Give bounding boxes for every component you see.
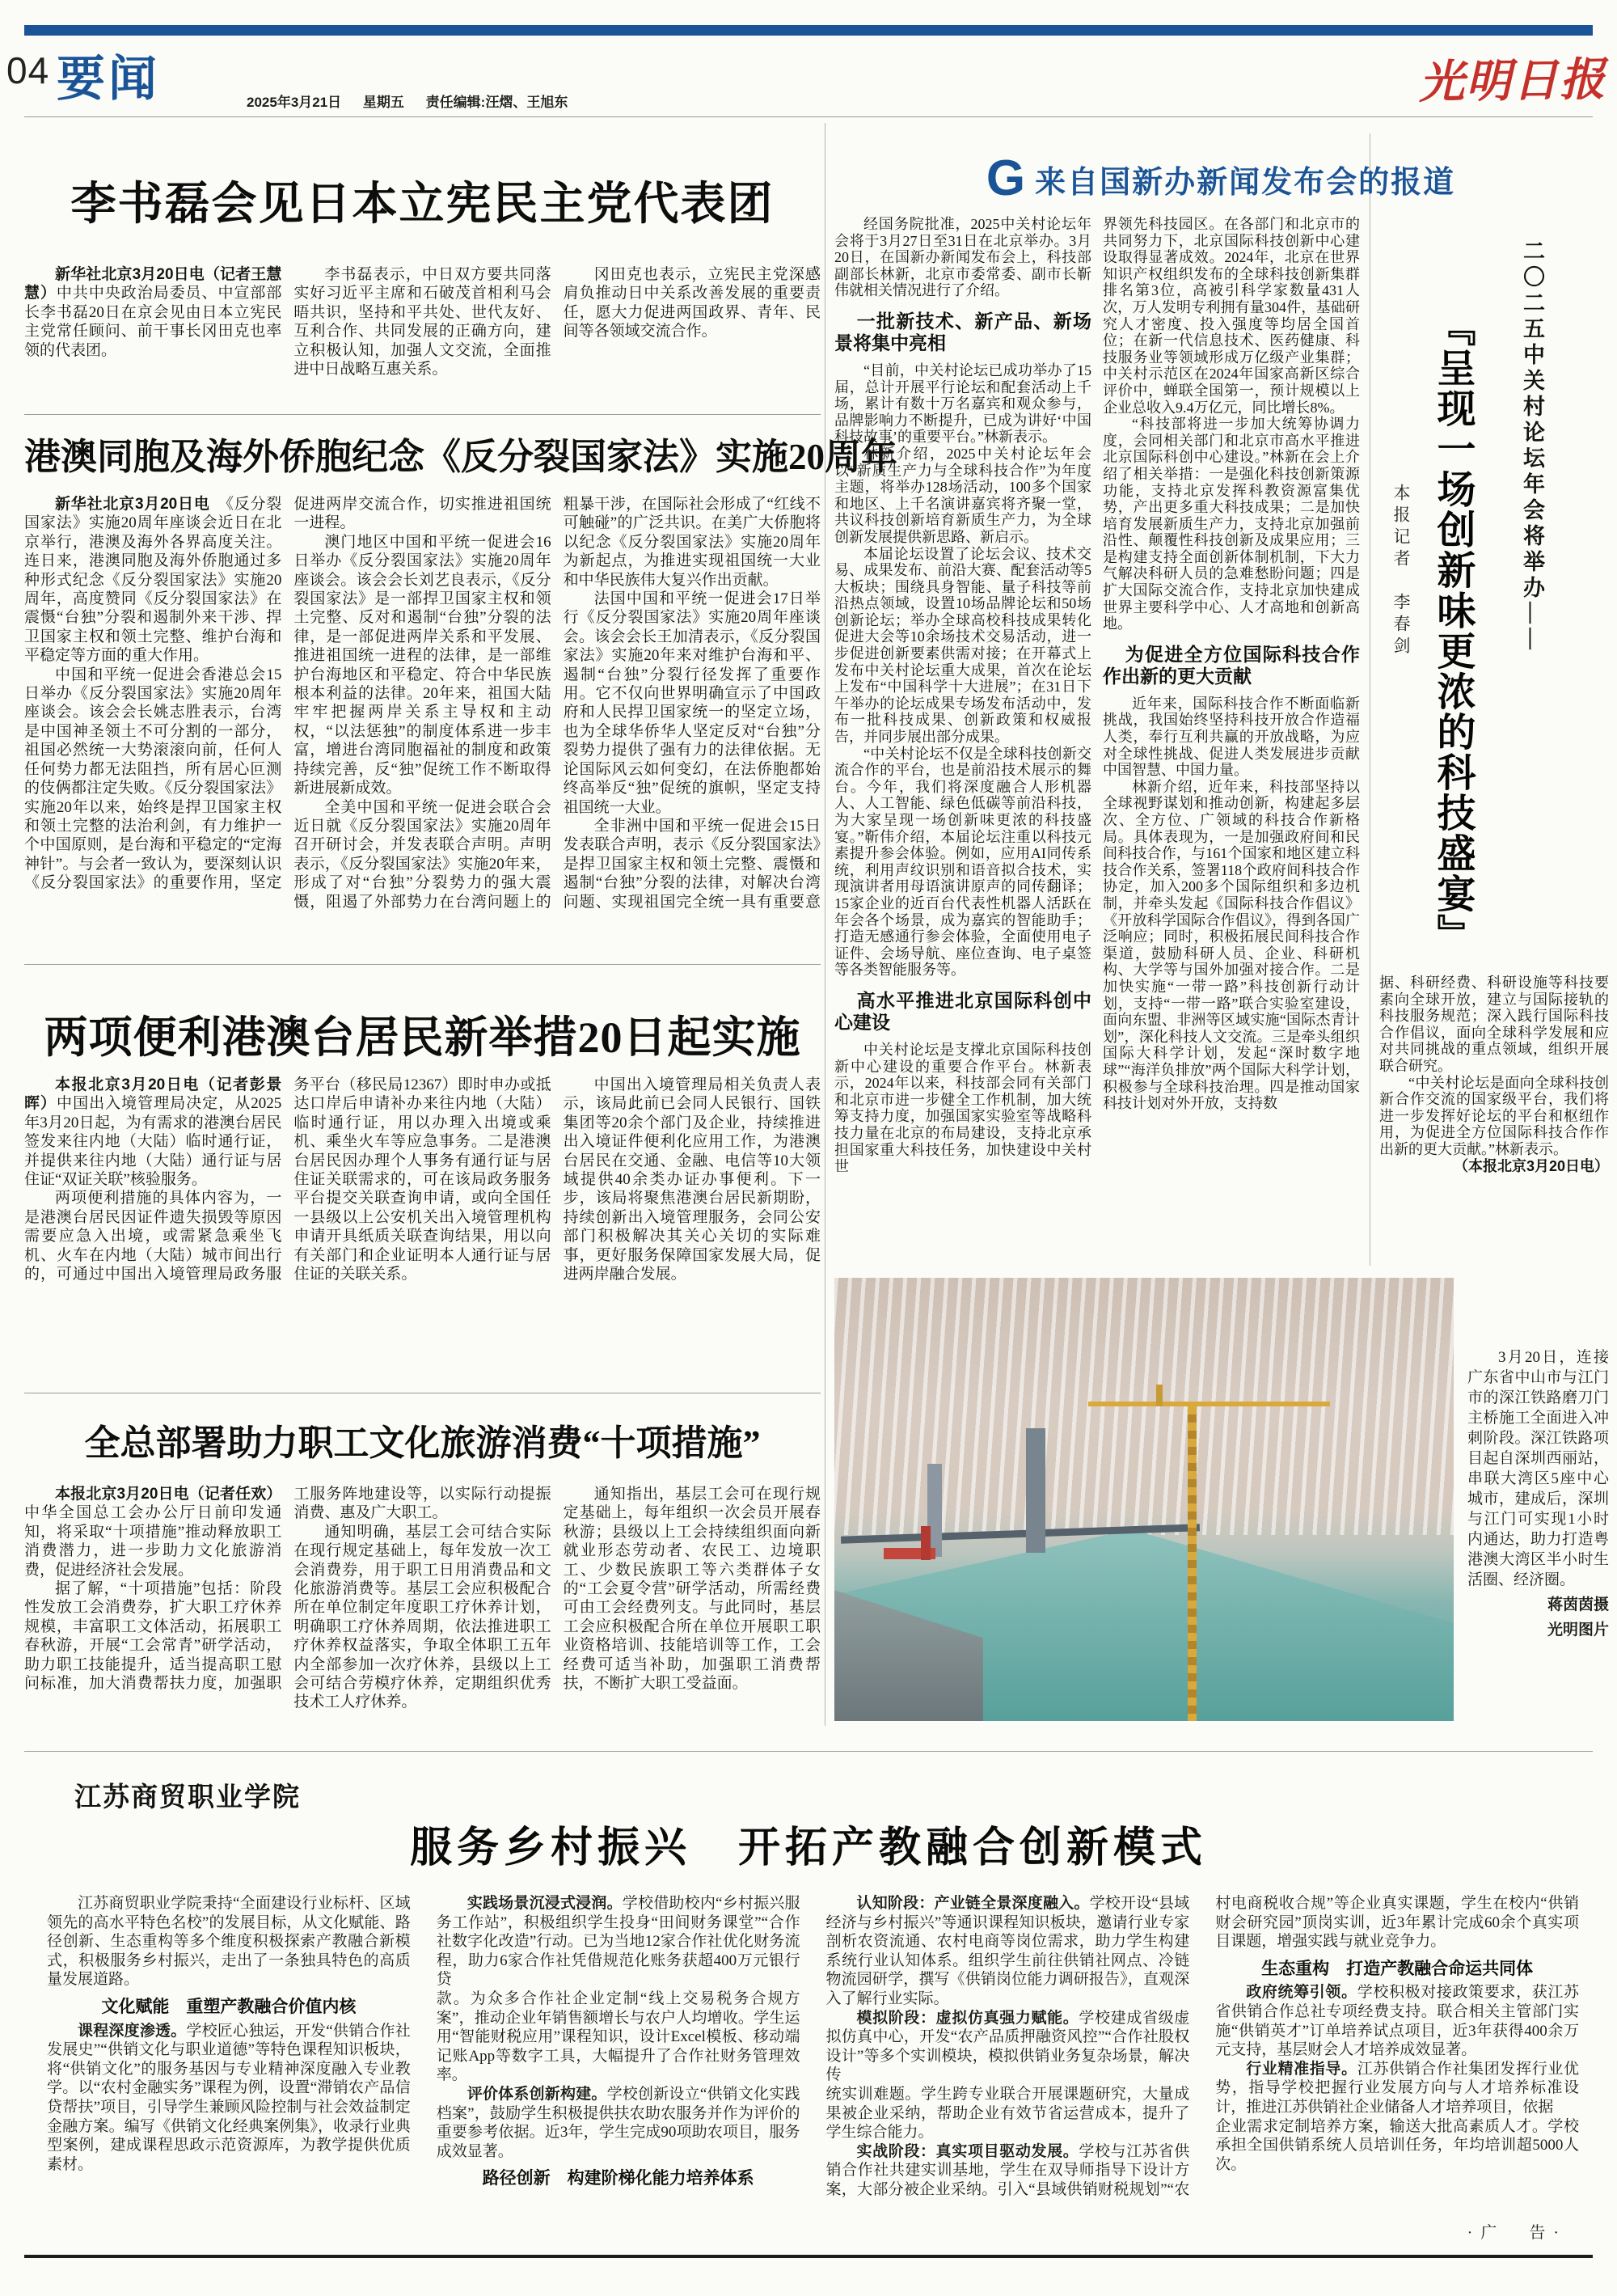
paragraph [24, 495, 281, 666]
date-text: 2025年3月21日 [247, 95, 342, 110]
page-bottom-rule [24, 2255, 1593, 2258]
paragraph: 中国出入境管理局相关负责人表示，该局此前已会同人民银行、国铁集团等20余个部门及企业，持续推进出入境证件便利化应用工作，为港澳台居民在交通、金融、电信等10大领域提供40余类办证办事便利。下一步，该局将聚焦港澳台居民新期盼，持续创新出入境管理服务，会同公安部门积极解决其关心关切的实际难事，更好服务保障国家发展大局，促进两岸融合发展。 [563, 1076, 821, 1283]
masthead-logo: 光明日报 [1418, 52, 1607, 110]
bold-lead: 实践场景沉浸式浸润。 [467, 1895, 623, 1912]
divider-rule [24, 414, 821, 415]
paragraph: 据、科研经费、科研设施等科技要素向全球开放，建立与国际接轨的科技服务规范；深入践行国际科技合作倡议，面向全球科学发展和应对共同挑战的重点领域，组织开展联合研究。 [1379, 975, 1609, 1074]
end-dateline: （本报北京3月20日电） [1453, 1157, 1609, 1174]
paragraph: 两项便利措施的具体内容为，一是港澳台居民因证件遗失损毁等原因需要应急入出境，或需紧急乘坐飞机、火车在内地（大陆）城市间出行的，可通过中国出入境管理局政务服务平台（移民局12367）即时申办或抵达口岸后申请补办来往内地（大陆）临时通行证，用以办理入出境或乘机、乘坐火车等应急事务。二是港澳台居民因办理个人事务有通行证与居住证关联需求的，可在该局政务服务平台提交关联查询申请，或向全国任一县级以上公安机关出入境管理机构申请开具纸质关联查询结果，用以向有关部门和企业证明本人通行证与居住证的关联关系。 [24, 1076, 551, 1283]
paragraph-text: 学校建成省级虚拟仿真中心，开发“农产品质押融资风控”“合作社股权设计”等多个实训模块，模拟供销业务复杂场景，解决传 [825, 2009, 1190, 2084]
paragraph [47, 2022, 411, 2175]
photo-red-machinery [921, 1526, 931, 1560]
header-blue-bar [24, 25, 1593, 36]
paragraph-text: 《反分裂国家法》实施20周年座谈会近日在北京举行，港澳及海外各界高度关注。连日来，港澳同胞及海外侨胞通过多种形式纪念《反分裂国家法》实施20周年，高度赞同《反分裂国家法》在震慑“台独”分裂和遏制外来干涉、捍卫国家主权和领土完整、维护台海和平稳定等方面的重大作用。 [24, 496, 282, 665]
paragraph [24, 1485, 281, 1579]
paragraph-text: 学校创新设立“供销文化实践档案”，鼓励学生积极提供扶农助农服务并作为评价的重要参考依据。近3年，学生完成90项助农项目，服务成效显著。 [436, 2085, 800, 2160]
paragraph-text: 学校与江苏省供销合作社共建实训基地，学生在双导师指导下设计方案，大部分被企业采纳。引入“县域供销财税规划”“农村电商税收合规”等企业真实课题，学生在校内“供销财会研究园”顶岗实训，近3年累计完成60余个真实项目课题，增强实践与就业竞争力。 [825, 1895, 1579, 2198]
paragraph [437, 2085, 800, 2161]
paragraph-text: 中华全国总工会办公厅日前印发通知，将采取“十项措施”推动释放职工消费潜力，进一步助力文化旅游消费，促进经济社会发展。 [24, 1504, 282, 1579]
paragraph: 全非洲中国和平统一促进会15日发表联合声明，表示《反分裂国家法》是捍卫国家主权和领土完整、震慑和遏制“台独”分裂的法律，对解决台湾问题、实现祖国完全统一具有重要意 [563, 817, 821, 911]
paragraph: 通知明确，基层工会可结合实际在现行规定基础上，每年发放一次工会消费券，用于职工日用消费品和文化旅游消费等。基层工会应积极配合所在单位制定年度职工疗休养计划，明确职工疗休养周期，依法推进职工疗休养权益落实，争取全体职工五年内全部参加一次疗休养，县级以上工会可结合劳模疗休养，定期组织优秀技术工人疗休养。 [293, 1523, 551, 1711]
bold-lead: 实战阶段：真实项目驱动发展。 [856, 2142, 1079, 2160]
paragraph-text: 学校积极对接政策要求，获江苏省供销合作总社专项经费支持。联合相关主管部门实施“供销英才”订单培养试点项目，近3年获得400余万元支持，基层财会人才培养成效显著。 [1215, 1984, 1579, 2059]
photo-source: 光明图片 [1547, 1622, 1609, 1638]
paragraph-text: 中共中央政治局委员、中宣部部长李书磊20日在京会见由日本立宪民主党常任顾问、前干事长冈田克也率领的代表团。 [24, 285, 282, 359]
dateline: 本报北京3月20日电（记者彭景晖） [24, 1076, 282, 1113]
paragraph [1215, 1983, 1579, 2059]
paragraph: 通知指出，基层工会可在现行规定基础上，每年组织一次会员开展春秋游；县级以上工会持续组织面向新就业形态劳动者、农民工、边境职工、少数民族职工等六类群体子女的“工会夏令营”研学活动，所需经费可由工会经费列支。与此同时，基层工会应积极配合所在单位开展职工职业资格培训、技能培训等工作，工会经费可适当补助，加强职工消费帮扶，不断扩大职工受益面。 [563, 1486, 821, 1693]
paragraph: 企业需求定制培养方案，输送大批高素质人才。学校承担全国供销系统人员培训任务，年均培训超5000人次。 [1215, 2117, 1579, 2173]
paragraph [826, 1894, 1190, 2009]
paragraph: 款。为众多合作社企业定制“线上交易税务合规方案”，推动企业年销售额增长与农户人均增收。学生运用“智能财税应用”课程知识，设计Excel模板、移动端记账App等数字工具，大幅提升了合作社财务管理效率。 [436, 1989, 800, 2084]
paragraph: 法国中国和平统一促进会17日举行《反分裂国家法》实施20周年座谈会。该会会长王加清表示，《反分裂国家法》实施20年来对维护台海和平、遏制“台独”分裂行径发挥了重要作用。它不仅向世界明确宣示了中国政府和人民捍卫国家统一的坚定立场，也为全球华侨华人坚定反对“台独”分裂势力提供了强有力的法律依据。无论国际风云如何变幻，在法侨胞都始终高举反“独”促统的旗帜，坚定支持祖国统一大业。 [563, 590, 821, 816]
bold-lead: 课程深度渗透。 [78, 2022, 187, 2040]
photo-credit: 蒋茵茵摄 [1547, 1596, 1609, 1613]
paragraph: 据了解，“十项措施”包括：阶段性发放工会消费券，扩大职工疗休养规模，丰富职工文体活动，拓展职工春秋游，开展“工会常青”研学活动，助力职工技能提升，适当提高职工慰问标准，加大消费帮扶力度，加强职工服务阵地建设等，以实际行动提振消费、惠及广大职工。 [24, 1486, 551, 1693]
page-number: 04 [6, 49, 50, 91]
article2-body [24, 495, 821, 917]
scio-column-2 [1103, 216, 1360, 1271]
paragraph: “目前，中关村论坛已成功举办了15届，总计开展平行论坛和配套活动上千场，累计有数十万名嘉宾和观众参与，品牌影响力不断提升，已成为讲好‘中国科技故事’的重要平台。”林新表示。 [834, 362, 1091, 446]
paragraph [1215, 2060, 1579, 2117]
bold-lead: 模拟阶段：虚拟仿真强力赋能。 [856, 2009, 1079, 2027]
article3-headline: 两项便利港澳台居民新举措20日起实施 [44, 1013, 801, 1062]
paragraph: 林新介绍，近年来，科技部坚持以全球视野谋划和推动创新，构建起多层次、全方位、广领域的科技合作新格局。具体表现为，一是加强政府间和民间科技合作，与161个国家和地区建立科技合作关系，签署118个政府间科技合作协定，加入200多个国际组织和多边机制，并牵头发起《国际科技合作倡议》《开放科学国际合作倡议》，得到各国广泛响应；同时，积极拓展民间科技合作渠道，鼓励科研人员、企业、科研机构、大学等与国外加强对接合作。二是加快实施“一带一路”科技创新行动计划，支持“一带一路”联合实验室建设，面向东盟、非洲等区域实施“国际杰青计划”，深化科技人文交流。三是牵头组织国际大科学计划，发起“深时数字地球”“海洋负排放”两个国际大科学计划，积极参与全球科技治理。四是推动国家科技计划对外开放，支持数 [1103, 778, 1360, 1112]
article2-headline: 港澳同胞及海外侨胞纪念《反分裂国家法》实施20周年 [24, 437, 898, 477]
paragraph: “中关村论坛不仅是全球科技创新交流合作的平台，也是前沿技术展示的舞台。今年，我们将深度融合人形机器人、人工智能、绿色低碳等前沿科技，为大家呈现一场创新味更浓的科技盛宴。”靳伟介绍，本届论坛注重以科技元素提升参会体验。例如，应用AI同传系统，利用声纹识别和语音拟合技术，实现演讲者用母语演讲原声的同传翻译；15家企业的近百台代表性机器人活跃在年会各个场景，成为嘉宾的智能助手；打造无感通行参会体验，全面使用电子证件、会场导航、座位查询、电子桌签等各类智能服务等。 [834, 745, 1091, 979]
editors-text: 责任编辑:汪熠、王旭东 [425, 95, 568, 110]
paragraph: 界领先科技园区。在各部门和北京市的共同努力下，北京国际科技创新中心建设取得显著成效。2024年，北京在世界知识产权组织发布的全球科技创新集群排名第3位，高被引科学家数量431人次，万人发明专利拥有量304件，基础研究人才密度、投入强度等均居全国首位；在新一代信息技术、医药健康、科技服务业等领域形成万亿级产业集群；中关村示范区在2024年国家高新区综合评价中，蝉联全国第一，预计规模以上企业总收入9.4万亿元，同比增长8%。 [1103, 216, 1360, 416]
date-line [247, 91, 585, 111]
paragraph [24, 1076, 281, 1189]
photo-bridge-tower [1026, 1428, 1045, 1552]
ad-subhead: 生态重构 打造产教融合命运共同体 [1261, 1959, 1534, 1978]
article3-body [24, 1076, 821, 1368]
scio-logo-icon: G [986, 150, 1026, 206]
ad-top-rule [24, 1751, 1593, 1752]
paragraph [437, 1894, 800, 1989]
subhead: 高水平推进北京国际科创中心建设 [834, 989, 1091, 1033]
ad-kicker: 江苏商贸职业学院 [74, 1782, 301, 1812]
subhead: 为促进全方位国际科技合作作出新的更大贡献 [1103, 643, 1360, 687]
photo-crane-cab [1156, 1385, 1163, 1406]
caption-text: 3月20日，连接广东省中山市与江门市的深江铁路磨刀门主桥施工全面进入冲刺阶段。深江铁路项目起自深圳西丽站，串联大湾区5座中心城市，建成后，深圳与江门可实现1小时内通达，助力打造粤港澳大湾区半小时生活圈、经济圈。 [1467, 1349, 1609, 1588]
paragraph: “科技部将进一步加大统筹协调力度，会同相关部门和北京市高水平推进北京国际科创中心建设。”林新在会上介绍了相关举措：一是强化科技创新策源功能，支持北京发挥科教资源富集优势，产出更多重大科技成果；二是加快培育发展新质生产力，支持北京加强前沿性、颠覆性科技创新及成果应用；三是构建支持全面创新体制机制，下大力气解决科研人员的急难愁盼问题；四是扩大国际交流合作，支持北京加快建成世界主要科学中心、人才高地和创新高地。 [1103, 416, 1360, 632]
paragraph: 冈田克也表示，立宪民主党深感肩负推动日中关系改善发展的重要责任，愿大力促进两国政界、青年、民间等各领域交流合作。 [563, 266, 821, 340]
paragraph: 江苏商贸职业学院秉持“全面建设行业标杆、区域领先的高水平特色名校”的发展目标，从文化赋能、路径创新、生态重构等多个维度积极探索产教融合新模式，积极服务乡村振兴，走出了一条独具特色的高质量发展道路。 [47, 1895, 411, 1989]
paragraph: 本届论坛设置了论坛会议、技术交易、成果发布、前沿大赛、配套活动等5大板块；围绕具身智能、量子科技等前沿热点领域，设置10场品牌论坛和50场创新论坛；举办全球高校科技成果转化促进大会等10余场技术交易活动，进一步促进创新要素供需对接；在开幕式上发布中关村论坛重大成果，首次在论坛上发布“中国科学十大进展”；在31日下午举办的论坛成果专场发布活动中，发布一批科技成果、创新政策和权威报告，并同步展出部分成果。 [834, 545, 1091, 746]
article4-headline: 全总部署助力职工文化旅游消费“十项措施” [84, 1423, 761, 1463]
paragraph-text: 江苏供销合作社集团发挥行业优势，指导学校把握行业发展方向与人才培养标准设计，推进江苏供销社企业储备人才培养项目，依据 [1215, 2060, 1579, 2116]
paragraph: 澳门地区中国和平统一促进会16日举办《反分裂国家法》实施20周年座谈会。该会会长刘艺良表示，《反分裂国家法》是一部捍卫国家主权和领土完整、反对和遏制“台独”分裂的法律，是一部促进两岸关系和平发展、推进祖国统一进程的法律，是一部维护台海地区和平稳定、符合中华民族根本利益的法律。20年来，祖国大陆牢牢把握两岸关系主导权和主动权，“以法惩独”的制度体系进一步丰富，增进台湾同胞福祉的制度和政策持续完善，反“独”促统工作不断取得新进展新成效。 [293, 533, 551, 797]
paragraph: 中国和平统一促进会香港总会15日举办《反分裂国家法》实施20周年座谈会。该会会长姚志胜表示，台湾是中国神圣领土不可分割的一部分，祖国必然统一大势滚滚向前，任何人任何势力都无法阻挡，所有居心叵测的伎俩都注定失败。《反分裂国家法》实施20年以来，始终是捍卫国家主权和领土完整的法治利剑，有力维护一个中国原则，是台海和平稳定的“定海神针”。与会者一致认为，要深刻认识《反分裂国家法》的重要作用，坚定促进两岸交流合作，切实推进祖国统一进程。 [24, 496, 551, 892]
article1-headline: 李书磊会见日本立宪民主党代表团 [70, 178, 775, 229]
ad-mark: ·广 告· [1467, 2224, 1567, 2242]
paragraph: 全美中国和平统一促进会联合会近日就《反分裂国家法》实施20周年召开研讨会，并发表联合声明。声明表示，《反分裂国家法》实施20年来，形成了对“台独”分裂势力的强大震慑，阻遏了外部势力在台湾问题上的粗暴干涉，在国际社会形成了“红线不可触碰”的广泛共识。在美广大侨胞将以纪念《反分裂国家法》实施20周年为新起点，为推进实现祖国统一大业和中华民族伟大复兴作出贡献。 [293, 496, 821, 911]
bold-lead: 评价体系创新构建。 [467, 2085, 607, 2103]
paragraph-text: 中国出入境管理局决定，从2025年3月20日起，为有需求的港澳台居民签发来往内地（大陆）临时通行证，并提供来往内地（大陆）通行证与居住证“双证关联”核验服务。 [24, 1095, 282, 1189]
article1-body [24, 265, 821, 395]
weekday-text: 星期五 [362, 95, 404, 110]
scio-vertical-headline-block [1379, 136, 1609, 970]
bridge-photo [834, 1278, 1454, 1721]
ad-subhead: 文化赋能 重塑产教融合价值内核 [101, 1997, 357, 2016]
paragraph: 统实训难题。学生跨专业联合开展课题研究，大量成果被企业采纳，帮助企业有效节省运营成本，提升了学生综合能力。 [825, 2085, 1190, 2142]
bold-lead: 政府统筹引领。 [1246, 1984, 1357, 2002]
ad-subhead: 路径创新 构建阶梯化能力培养体系 [482, 2169, 754, 2188]
paragraph-text: 学校借助校内“乡村振兴服务工作站”，积极组织学生投身“田间财务课堂”“合作社数字化改造”行动。已为当地12家合作社优化财务流程，助力6家合作社凭借规范化账务获超400万元银行贷 [436, 1895, 800, 1989]
bold-lead: 认知阶段：产业链全景深度融入。 [856, 1895, 1090, 1912]
paragraph [24, 265, 281, 360]
dateline: 新华社北京3月20日电（记者王慧慧） [24, 266, 282, 302]
dateline: 本报北京3月20日电（记者任欢） [55, 1486, 282, 1503]
photo-crane-mast [1188, 1406, 1197, 1721]
section-title: 要闻 [57, 52, 160, 106]
paragraph: “中关村论坛是面向全球科技创新合作交流的国家级平台，我们将进一步发挥好论坛的平台和枢纽作用，为促进全方位国际科技合作作出新的更大贡献。”林新表示。 [1379, 1074, 1609, 1157]
header-rule [24, 116, 1593, 117]
subhead: 一批新技术、新产品、新场景将集中亮相 [834, 310, 1091, 353]
ad-headline: 服务乡村振兴 开拓产教融合创新模式 [409, 1825, 1207, 1871]
scio-column-3 [1379, 975, 1609, 1217]
photo-crane-jib [1088, 1402, 1330, 1406]
paragraph-text: 学校匠心独运，开发“供销合作社发展史”“供销文化与职业道德”等特色课程知识板块，将“供销文化”的服务基因与专业精神深度融入专业教学。以“农村金融实务”课程为例，设置“滞销农产品信贷帮扶”项目，引导学生兼顾风险控制与社会效益制定金融方案。编写《供销文化经典案例集》，收录行业典型案例，建成课程思政示范资源库，为教学提供优质素材。 [47, 2022, 411, 2173]
bold-lead: 行业精准指导。 [1246, 2060, 1357, 2078]
scio-column-1 [834, 216, 1091, 1271]
vertical-kicker: 二〇二五中关村论坛年会将举办—— [1520, 239, 1544, 653]
paragraph-text: 学校开设“县域经济与乡村振兴”等通识课程知识板块，邀请行业专家剖析农资流通、农村电商等岗位需求，助力学生构建系统行业认知体系。组织学生前往供销社网点、冷链物流园研学，撰写《供销岗位能力调研报告》，直观深入了解行业实际。 [825, 1895, 1190, 2007]
divider-rule [24, 964, 821, 965]
ad-body [47, 1894, 1579, 2203]
paragraph: 林新介绍，2025中关村论坛年会以“新质生产力与全球科技合作”为年度主题，将举办128场活动，100多个国家和地区、上千名演讲嘉宾将齐聚一堂，共议科技创新培育新质生产力，为全球创新发展提供新思路、新启示。 [834, 445, 1091, 545]
paragraph: 中关村论坛是支撑北京国际科技创新中心建设的重要合作平台。林新表示，2024年以来，科技部会同有关部门和北京市进一步健全工作机制，加大统筹支持力度，加强国家实验室等战略科技力量在北京的布局建设，支持北京承担国家重大科技任务，加快建设中关村世 [834, 1041, 1091, 1175]
photo-caption [1467, 1347, 1609, 1640]
dateline: 新华社北京3月20日电 [55, 496, 210, 513]
paragraph: 经国务院批准，2025中关村论坛年会将于3月27日至31日在北京举办。3月20日，在国新办新闻发布会上，科技部副部长林新，北京市委常委、副市长靳伟就相关情况进行了介绍。 [834, 216, 1091, 299]
vertical-headline: 『呈现一场创新味更浓的科技盛宴』 [1431, 307, 1474, 954]
paragraph [826, 2009, 1190, 2085]
article4-body [24, 1485, 821, 1726]
scio-box-title: 来自国新办新闻发布会的报道 [1035, 165, 1456, 200]
paragraph: 近年来，国际科技合作不断面临新挑战，我国始终坚持科技开放合作造福人类，奉行互利共赢的开放战略，为应对全球性挑战、促进人类发展进步贡献中国智慧、中国力量。 [1103, 695, 1360, 779]
paragraph: 李书磊表示，中日双方要共同落实好习近平主席和石破茂首相利马会晤共识，坚持和平共处、世代友好、互利合作、共同发展的正确方向，建立积极认知，加强人文交流，全面推进中日战略互惠关系。 [293, 266, 551, 378]
vertical-byline: 本报记者 李春剑 [1391, 484, 1411, 658]
